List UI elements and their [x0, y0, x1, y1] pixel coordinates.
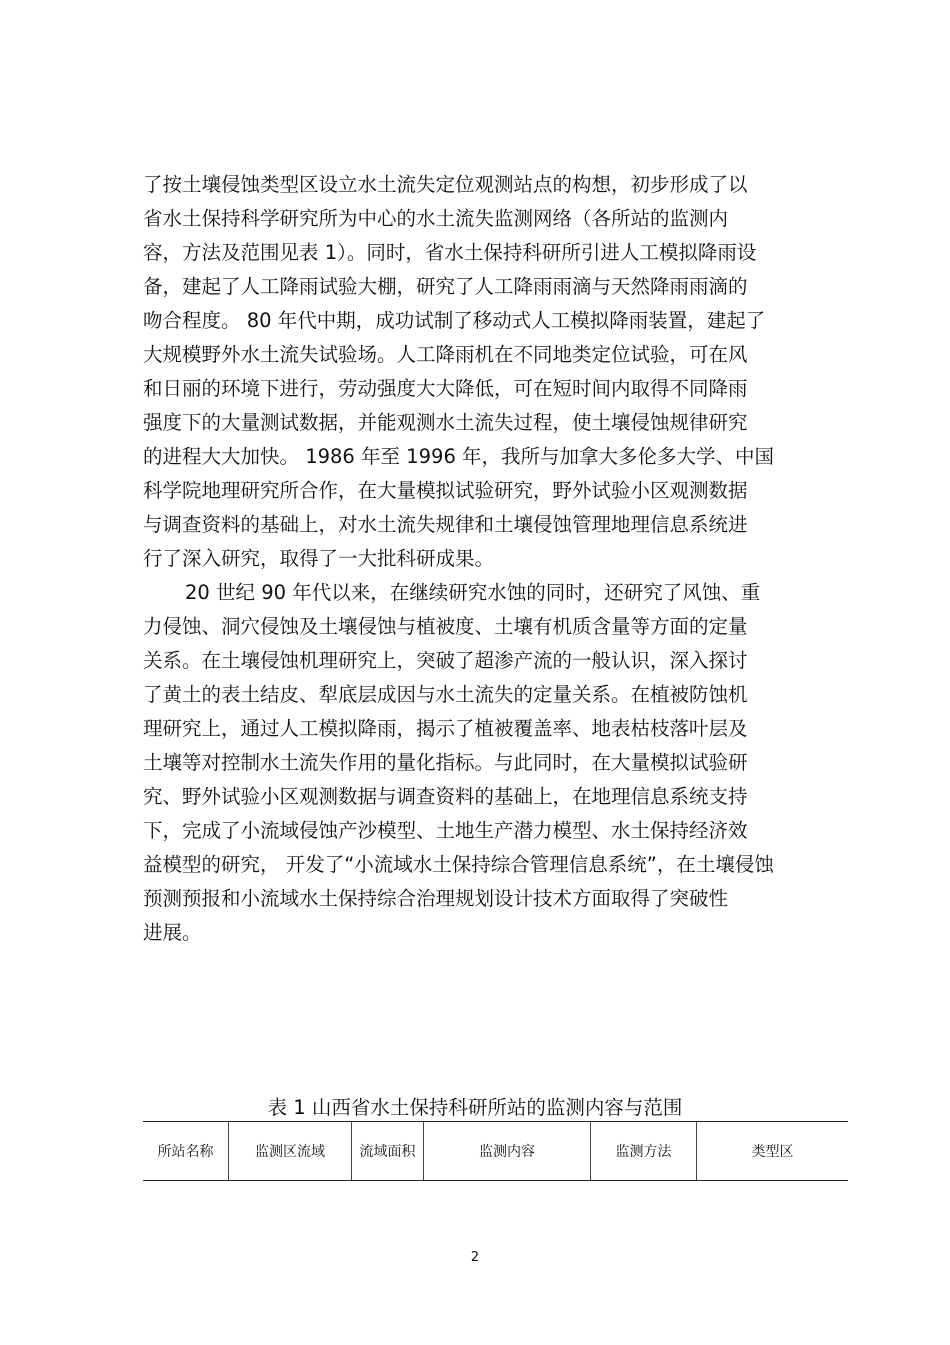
text-line: 20 世纪 90 年代以来，在继续研究水蚀的同时，还研究了风蚀、重	[185, 581, 761, 604]
text-line: 下，完成了小流域侵蚀产沙模型、土地生产潜力模型、水土保持经济效	[143, 819, 748, 842]
text-line: 的进程大大加快。 1986 年至 1996 年，我所与加拿大多伦多大学、中国	[143, 445, 775, 468]
text-line: 预测预报和小流域水土保持综合治理规划设计技术方面取得了突破性	[143, 887, 729, 910]
text-line: 关系。在土壤侵蚀机理研究上，突破了超渗产流的一般认识，深入探讨	[143, 649, 748, 672]
text-line: 力侵蚀、洞穴侵蚀及土壤侵蚀与植被度、土壤有机质含量等方面的定量	[143, 615, 748, 638]
text-line: 了黄土的表土结皮、犁底层成因与水土流失的定量关系。在植被防蚀机	[143, 683, 748, 706]
text-line: 强度下的大量测试数据，并能观测水土流失过程，使土壤侵蚀规律研究	[143, 411, 748, 434]
text-line: 吻合程度。 80 年代中期，成功试制了移动式人工模拟降雨装置，建起了	[143, 309, 766, 332]
table-header-cell: 所站名称	[143, 1122, 229, 1180]
monitoring-table	[143, 1121, 848, 1181]
table-header-cell: 监测区流域	[229, 1122, 352, 1180]
text-line: 益模型的研究， 开发了“小流域水土保持综合管理信息系统”，在土壤侵蚀	[143, 853, 774, 876]
table-header-cell: 流域面积	[352, 1122, 424, 1180]
text-line: 进展。	[143, 921, 202, 944]
paragraph-2	[143, 576, 843, 950]
body-text	[143, 168, 843, 950]
table-header-cell: 监测方法	[591, 1122, 697, 1180]
text-line: 省水土保持科学研究所为中心的水土流失监测网络（各所站的监测内	[143, 207, 729, 230]
text-line: 与调查资料的基础上，对水土流失规律和土壤侵蚀管理地理信息系统进	[143, 513, 748, 536]
table-header-cell: 监测内容	[424, 1122, 591, 1180]
text-line: 和日丽的环境下进行，劳动强度大大降低，可在短时间内取得不同降雨	[143, 377, 748, 400]
paragraph-1	[143, 168, 843, 576]
text-line: 科学院地理研究所合作，在大量模拟试验研究，野外试验小区观测数据	[143, 479, 748, 502]
table-caption: 表 1 山西省水土保持科研所站的监测内容与范围	[267, 1096, 683, 1119]
text-line: 容，方法及范围见表 1）。同时，省水土保持科研所引进人工模拟降雨设	[143, 241, 757, 264]
text-line: 了按土壤侵蚀类型区设立水土流失定位观测站点的构想，初步形成了以	[143, 173, 748, 196]
text-line: 理研究上，通过人工模拟降雨，揭示了植被覆盖率、地表枯枝落叶层及	[143, 717, 748, 740]
text-line: 究、野外试验小区观测数据与调查资料的基础上，在地理信息系统支持	[143, 785, 748, 808]
table-header-cell: 类型区	[751, 1144, 794, 1160]
text-line: 备，建起了人工降雨试验大棚，研究了人工降雨雨滴与天然降雨雨滴的	[143, 275, 748, 298]
text-line: 大规模野外水土流失试验场。人工降雨机在不同地类定位试验，可在风	[143, 343, 748, 366]
page-number: 2	[470, 1250, 480, 1265]
text-line: 行了深入研究，取得了一大批科研成果。	[143, 547, 495, 570]
text-line: 土壤等对控制水土流失作用的量化指标。与此同时，在大量模拟试验研	[143, 751, 748, 774]
